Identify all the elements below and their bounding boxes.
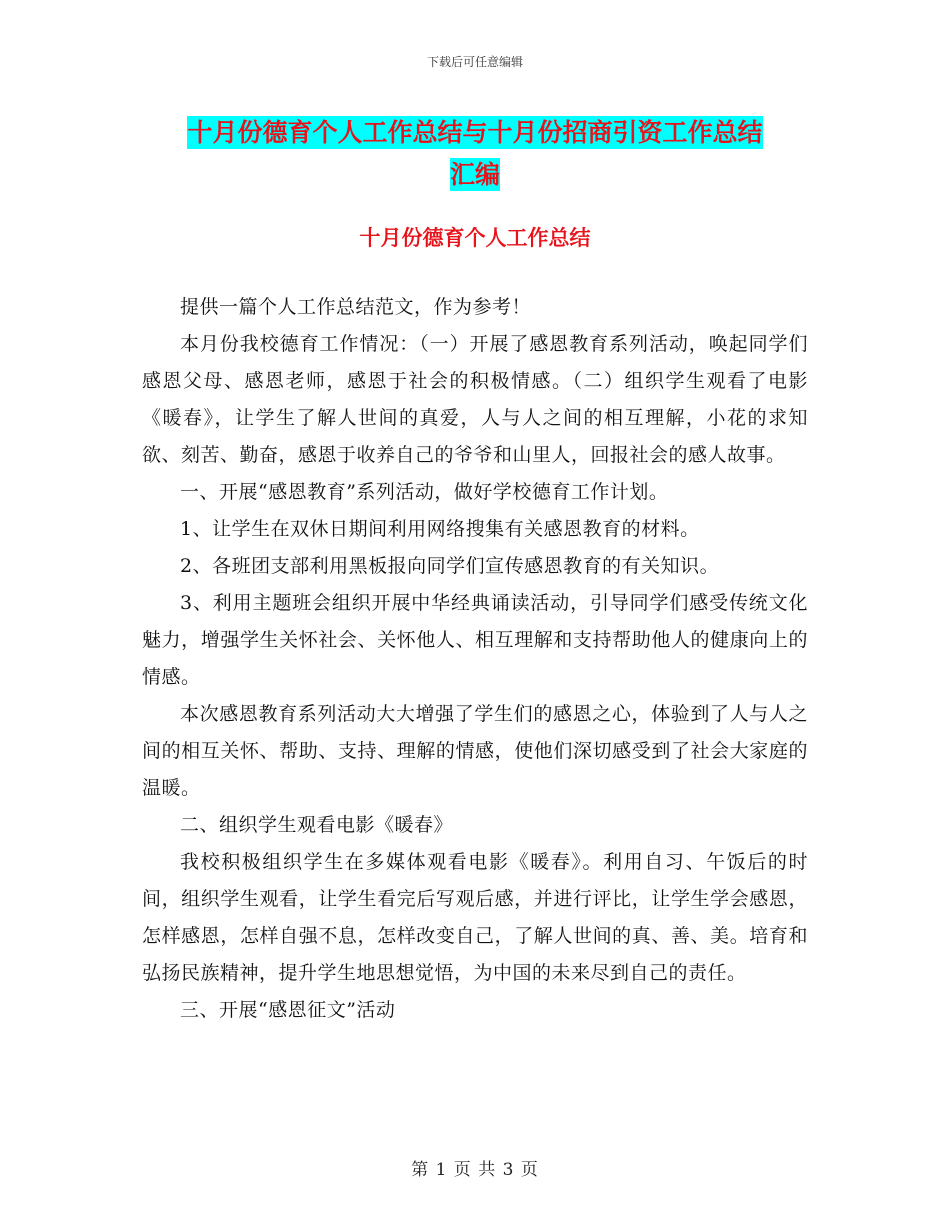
header-note: 下载后可任意编辑 (426, 55, 523, 69)
section-title: 十月份德育个人工作总结 (359, 226, 591, 250)
document-title (0, 112, 950, 196)
paragraph: 三、开展“感恩征文”活动 (180, 999, 396, 1021)
page-footer: 第 1 页 共 3 页 (411, 1160, 539, 1180)
document-title-line-1: 十月份德育个人工作总结与十月份招商引资工作总结 (187, 118, 763, 147)
paragraph: 我校积极组织学生在多媒体观看电影《暖春》。利用自习、午饭后的时间，组织学生观看，让学生看完后写观后感，并进行评比，让学生学会感恩，怎样感恩，怎样自强不息，怎样改变自己，了解人世间的真、善、美。培育和弘扬民族精神，提升学生地思想觉悟，为中国的未来尽到自己的责任。 (142, 851, 808, 984)
paragraph: 一、开展“感恩教育”系列活动，做好学校德育工作计划。 (180, 481, 669, 503)
paragraph: 提供一篇个人工作总结范文，作为参考！ (180, 296, 532, 318)
paragraph: 本月份我校德育工作情况：（一）开展了感恩教育系列活动，唤起同学们感恩父母、感恩老师，感恩于社会的积极情感。（二）组织学生观看了电影《暖春》，让学生了解人世间的真爱，人与人之间的相互理解，小花的求知欲、刻苦、勤奋，感恩于收养自己的爷爷和山里人，回报社会的感人故事。 (142, 333, 808, 466)
paragraph: 二、组织学生观看电影《暖春》 (180, 814, 454, 836)
document-body (142, 289, 808, 1029)
paragraph: 本次感恩教育系列活动大大增强了学生们的感恩之心，体验到了人与人之间的相互关怀、帮助、支持、理解的情感，使他们深切感受到了社会大家庭的温暖。 (142, 703, 808, 799)
document-title-line-2: 汇编 (449, 160, 500, 189)
paragraph: 1、让学生在双休日期间利用网络搜集有关感恩教育的材料。 (180, 518, 700, 540)
paragraph: 2、各班团支部利用黑板报向同学们宣传感恩教育的有关知识。 (180, 555, 720, 577)
paragraph: 3、利用主题班会组织开展中华经典诵读活动，引导同学们感受传统文化魅力，增强学生关怀社会、关怀他人、相互理解和支持帮助他人的健康向上的情感。 (142, 592, 808, 688)
